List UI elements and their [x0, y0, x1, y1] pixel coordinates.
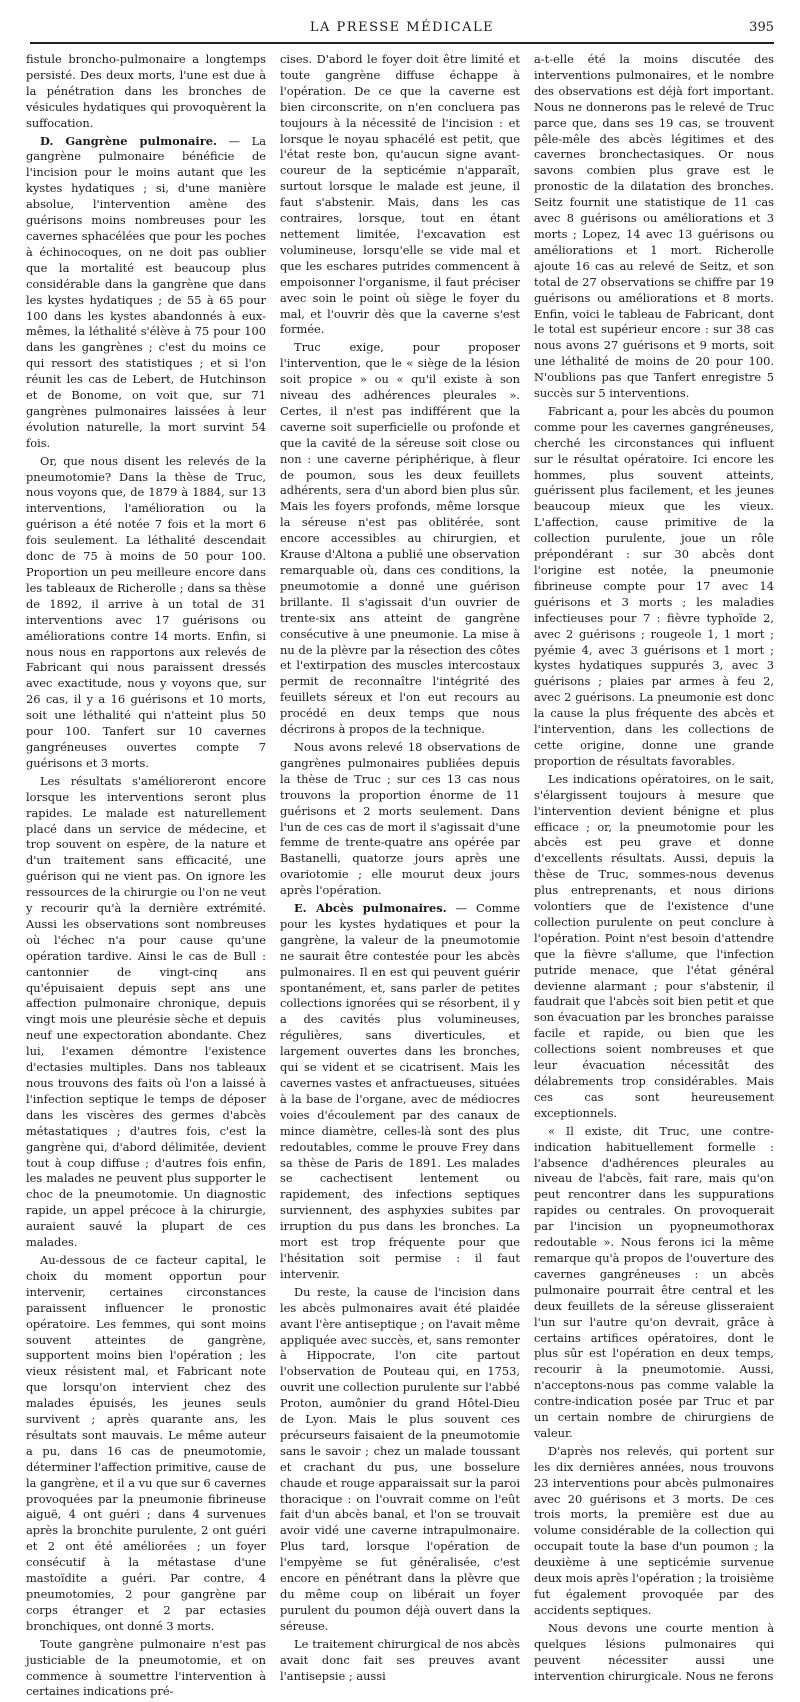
section-heading: D. Gangrène pulmonaire. — [40, 133, 217, 148]
paragraph-text: Fabricant a, pour les abcès du poumon comme pour les cavernes gangréneuses, cherché les circonstances qui influent sur le résultat opératoire. Ici encore les hommes, plus souvent atteints, guérissent plus facilement, et les jeunes beaucoup mieux que les vieux. L'affection, cause primitive de la collection purulente, joue un rôle prépondérant : sur 30 abcès dont l'origine est notée, la pneumonie fibrineuse compte pour 17 avec 14 guérisons et 3 morts ; les maladies infectieuses pour 7 : fièvre typhoïde 2, avec 2 guérisons ; rougeole 1, 1 mort ; pyémie 4, avec 3 guérisons et 1 mort ; kystes hydatiques suppurés 3, avec 3 guérisons ; plaies par armes à feu 2, avec 2 guérisons. La pneumonie est donc la cause la plus fréquente des abcès et l'intervention, dans les collections de cette origine, donne une grande proportion de résultats favorables. — [534, 403, 774, 768]
paragraph-text: « Il existe, dit Truc, une contre-indication habituellement formelle : l'absence d'adhérences pleurales au niveau de l'abcès, fait rare, mais qu'on peut rencontrer dans les suppurations rapides ou centrales. On provoquerait par l'incision un pyopneumothorax redoutable ». Nous ferons ici la même remarque qu'à propos de l'ouverture des cavernes gangréneuses : un abcès pulmonaire pourrait être central et les deux feuillets de la séreuse glisseraient l'un sur l'autre qu'on devrait, grâce à certains artifices opératoires, dont le plus sûr est l'opération en deux temps, recourir à la pneumotomie. Aussi, n'acceptons-nous pas comme valable la contre-indication posée par Truc et par un certain nombre de chirurgiens de valeur. — [534, 1123, 774, 1440]
paragraph — [534, 52, 774, 402]
paragraph — [280, 1285, 520, 1635]
paragraph-text: cises. D'abord le foyer doit être limité et toute gangrène diffuse échappe à l'opération. De ce que la caverne est bien circonscrite, on n'en concluera pas toujours à la nécessité de l'incision : et lorsque le noyau sphacélé est petit, que l'état reste bon, qu'aucun signe avant-coureur de la septicémie n'apparaît, surtout lorsque le malade est jeune, il faut s'abstenir. Mais, dans les cas contraires, lorsque, tout en étant nettement limitée, l'excavation est volumineuse, lorsqu'elle se vide mal et que les eschares putrides commencent à empoisonner l'organisme, il faut préciser avec soin le point où siège le foyer du mal, et l'ouvrir dès que la caverne s'est formée. — [280, 52, 520, 337]
journal-title: LA PRESSE MÉDICALE — [309, 20, 495, 35]
paragraph — [26, 52, 266, 132]
paragraph-text: Du reste, la cause de l'incision dans les abcès pulmonaires avait été plaidée avant l'ère antiseptique ; on l'avait même appliquée avec succès, et, sans remonter à Hippocrate, l'on cite partout l'observation de Pouteau qui, en 1753, ouvrit une collection purulente sur l'abbé Proton, aumônier du grand Hôtel-Dieu de Lyon. Mais le plus souvent ces précurseurs faisaient de la pneumotomie sans le savoir ; chez un malade toussant et crachant du pus, une bosselure chaude et rouge apparaissait sur la paroi thoracique : on l'ouvrait comme on l'eût fait d'un abcès banal, et l'on se trouvait avoir vidé une caverne intrapulmonaire. Plus tard, lorsque l'opération de l'empyème se fut généralisée, c'est encore en pénétrant dans la plèvre que du même coup on libérait un foyer purulent du poumon déjà ouvert dans la séreuse. — [280, 1284, 520, 1633]
paragraph — [26, 774, 266, 1251]
paragraph-text: Nous avons relevé 18 observations de gangrènes pulmonaires publiées depuis la thèse de Truc ; sur ces 13 cas nous trouvons la proportion énorme de 11 guérisons et 2 morts seulement. Dans l'un de ces cas de mort il s'agissait d'une femme de trente-quatre ans opérée par Bastanelli, quatorze jours après une ovariotomie ; elle mourut deux jours après l'opération. — [280, 739, 520, 898]
paragraph-text: Truc exige, pour proposer l'intervention, que le « siège de la lésion soit propice » ou « qu'il existe à son niveau des adhérences pleurales ». Certes, il n'est pas indifférent que la caverne soit superficielle ou profonde et que la cavité de la séreuse soit close ou non : une caverne périphérique, à fleur de poumon, sous les deux feuillets adhérents, sera d'un abord bien plus sûr. Mais les foyers profonds, même lorsque la séreuse n'est pas oblitérée, sont encore accessibles au chirurgien, et Krause d'Altona a publié une observation remarquable où, dans ces conditions, la pneumotomie a donné une guérison brillante. Il s'agissait d'un ouvrier de trente-six ans atteint de gangrène consécutive à une pneumonie. La mise à nu de la plèvre par la résection des côtes et l'extirpation des muscles intercostaux permit de reconnaître l'intégrité des feuillets séreux et l'on eut recours au procédé en deux temps que nous décrirons à propos de la technique. — [280, 340, 520, 737]
paragraph — [534, 1621, 774, 1685]
paragraph-text: a-t-elle été la moins discutée des interventions pulmonaires, et le nombre des observations est déjà fort important. Nous ne donnerons pas le relevé de Truc parce que, dans ses 19 cas, se trouvent pêle-mêle des abcès légitimes et des cavernes bronchectasiques. Or nous savons combien plus grave est le pronostic de la dilatation des bronches. Seitz fournit une statistique de 11 cas avec 8 guérisons ou améliorations et 3 morts ; Lopez, 14 avec 13 guérisons ou améliorations et 1 mort. Richerolle ajoute 16 cas au relevé de Seitz, et son total de 27 observations se chiffre par 19 guérisons ou améliorations et 8 morts. Enfin, voici le tableau de Fabricant, dont le total est supérieur encore : sur 38 cas nous avons 27 guérisons et 9 morts, soit une léthalité de moins de 20 pour 100. N'oublions pas que Tanfert enregistre 5 succès sur 5 interventions. — [534, 52, 774, 401]
paragraph — [280, 1637, 520, 1685]
paragraph-text: Les indications opératoires, on le sait, s'élargissent toujours à mesure que l'intervention devient bénigne et plus efficace ; or, la pneumotomie pour les abcès est peu grave et donne d'excellents résultats. Aussi, depuis la thèse de Truc, sommes-nous devenus plus entreprenants, et nous dirions volontiers que de l'existence d'une collection purulente on peut conclure à l'opération. Point n'est besoin d'attendre que la fièvre s'allume, que l'infection putride menace, que l'état général devienne alarmant ; pour s'abstenir, il faudrait que l'abcès soit bien petit et que son évacuation par les bronches paraisse facile et rapide, ou bien que les collections soient nombreuses et que leur évacuation nécessitât des délabrements trop considérables. Mais ces cas sont heureusement exceptionnels. — [534, 771, 774, 1120]
paragraph — [534, 1444, 774, 1619]
paragraph — [534, 1124, 774, 1442]
column-3 — [534, 52, 774, 1702]
header-rule — [30, 42, 774, 44]
paragraph — [534, 404, 774, 770]
paragraph — [26, 1637, 266, 1701]
page-number: 395 — [749, 20, 774, 35]
paragraph-text: Au-dessous de ce facteur capital, le choix du moment opportun pour intervenir, certaines circonstances paraissent influencer le pronostic opératoire. Les femmes, qui sont moins souvent atteintes de gangrène, supportent moins bien l'opération ; les vieux résistent mal, et Fabricant note que lorsqu'on intervient chez des malades épuisés, les jeunes seuls survivent ; après quarante ans, les résultats sont mauvais. Le même auteur a pu, dans 16 cas de pneumotomie, déterminer l'affection primitive, cause de la gangrène, et il a vu que sur 6 cavernes provoquées par la pneumonie fibrineuse aiguë, 4 ont guéri ; dans 4 survenues après la bronchite purulente, 2 ont guéri et 2 ont été améliorées ; un foyer consécutif à la métastase d'une mastoïdite a guéri. Par contre, 4 pneumotomies, 2 pour gangrène par corps étranger et 2 par ectasies bronchiques, ont donné 3 morts. — [26, 1252, 266, 1633]
paragraph — [26, 134, 266, 452]
paragraph — [280, 52, 520, 338]
paragraph-text: D'après nos relevés, qui portent sur les dix dernières années, nous trouvons 23 interventions pour abcès pulmonaires avec 20 guérisons et 3 morts. De ces trois morts, la première est due au volume considérable de la collection qui occupait toute la base d'un poumon ; la deuxième à une septicémie survenue deux mois après l'opération ; la troisième fut également provoquée par des accidents septiques. — [534, 1443, 774, 1617]
paragraph — [26, 454, 266, 772]
section-heading: E. Abcès pulmonaires. — [294, 901, 447, 916]
page-header — [30, 10, 774, 44]
paragraph-text: Le traitement chirurgical de nos abcès avait donc fait ses preuves avant l'antisepsie ; aussi — [280, 1636, 520, 1683]
paragraph — [280, 740, 520, 899]
paragraph-text: — La gangrène pulmonaire bénéficie de l'incision pour le moins autant que les kystes hydatiques ; si, d'une manière absolue, l'intervention amène des guérisons moins nombreuses pour les cavernes sphacélées que pour les poches à échinocoques, on ne doit pas oublier que la mortalité est beaucoup plus considérable dans la gangrène que dans les kystes hydatiques ; de 55 à 65 pour 100 dans les kystes abandonnés à eux-mêmes, la léthalité s'élève à 75 pour 100 dans les gangrènes ; c'est du moins ce qui ressort des statistiques ; et si l'on réunit les cas de Lebert, de Hutchinson et de Bonome, on voit que, sur 71 gangrènes pulmonaires laissées à leur évolution naturelle, la mort survint 54 fois. — [26, 133, 266, 450]
paragraph-text: Toute gangrène pulmonaire n'est pas justiciable de la pneumotomie, et on commence à soumettre l'intervention à certaines indications pré- — [26, 1636, 266, 1699]
paragraph-text: Nous devons une courte mention à quelques lésions pulmonaires qui peuvent nécessiter aussi une intervention chirurgicale. Nous ne ferons — [534, 1620, 774, 1683]
paragraph-text: Or, que nous disent les relevés de la pneumotomie? Dans la thèse de Truc, nous voyons que, de 1879 à 1884, sur 13 interventions, l'amélioration ou la guérison a été notée 7 fois et la mort 6 fois seulement. La léthalité descendait donc de 75 à moins de 50 pour 100. Proportion un peu meilleure encore dans les tableaux de Richerolle ; dans sa thèse de 1892, il arrive à un total de 31 interventions avec 17 guérisons ou améliorations contre 14 morts. Enfin, si nous nous en rapportons aux relevés de Fabricant qui nous paraissent dressés avec exactitude, nous y voyons que, sur 26 cas, il y a 16 guérisons et 10 morts, soit une léthalité qui n'atteint plus 50 pour 100. Tanfert sur 10 cavernes gangréneuses ouvertes compte 7 guérisons et 3 morts. — [26, 453, 266, 770]
paragraph — [280, 340, 520, 738]
paragraph — [26, 1253, 266, 1635]
paragraph-text: fistule broncho-pulmonaire a longtemps persisté. Des deux morts, l'une est due à la pénétration dans les bronches de vésicules hydatiques qui provoquèrent la suffocation. — [26, 52, 266, 130]
column-1 — [26, 52, 266, 1702]
text-columns — [26, 52, 774, 1699]
column-2 — [280, 52, 520, 1702]
paragraph — [534, 772, 774, 1122]
paragraph — [280, 901, 520, 1283]
paragraph-text: Les résultats s'amélioreront encore lorsque les interventions seront plus rapides. Le malade est naturellement placé dans un service de médecine, et trop souvent on espère, de la nature et d'un traitement sans efficacité, une guérison qui ne vient pas. On ignore les ressources de la chirurgie ou l'on ne veut y recourir qu'à la dernière extrémité. Aussi les observations sont nombreuses où l'échec n'a pour cause qu'une opération tardive. Ainsi le cas de Bull : cantonnier de vingt-cinq ans qu'épuisaient depuis sept ans une affection pulmonaire chronique, depuis vingt mois une pleurésie sèche et depuis neuf une expectoration abondante. Chez lui, l'examen démontre l'existence d'ectasies multiples. Dans nos tableaux nous trouvons des faits où l'on a laissé à l'infection septique le temps de déposer dans les viscères des germes d'abcès métastatiques ; d'autres fois, c'est la gangrène qui, d'abord délimitée, devient tout à coup diffuse ; d'autres fois enfin, les malades ne peuvent plus supporter le choc de la pneumotomie. Un diagnostic rapide, un appel précoce à la chirurgie, auraient sauvé la plupart de ces malades. — [26, 773, 266, 1250]
paragraph-text: — Comme pour les kystes hydatiques et pour la gangrène, la valeur de la pneumotomie ne saurait être contestée pour les abcès pulmonaires. Il en est qui peuvent guérir spontanément, et, sans parler de petites collections ignorées qui se résorbent, il y a des cavités plus volumineuses, régulières, sans diverticules, et largement ouvertes dans les bronches, qui se vident et se cicatrisent. Mais les cavernes vastes et anfractueuses, situées à la base de l'organe, avec de médiocres voies d'écoulement par des canaux de mince diamètre, celles-là sont des plus redoutables, comme le prouve Frey dans sa thèse de Paris de 1891. Les malades se cachectisent lentement ou rapidement, des infections septiques surviennent, des asphyxies subites par irruption du pus dans les bronches. La mort est trop fréquente pour que l'hésitation soit permise : il faut intervenir. — [280, 901, 520, 1281]
